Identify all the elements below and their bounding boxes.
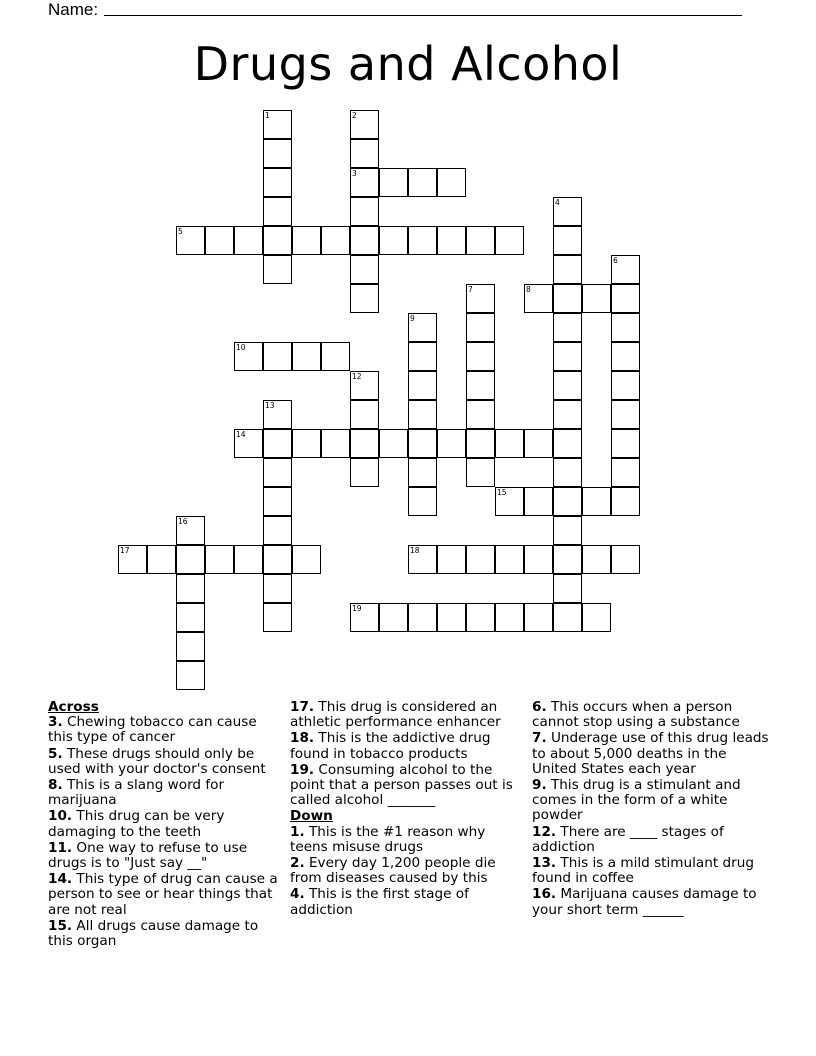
crossword-cell[interactable] — [553, 545, 582, 574]
clue-number: 8. — [48, 777, 63, 794]
crossword-cell[interactable] — [524, 284, 553, 313]
crossword-cell[interactable] — [263, 574, 292, 603]
crossword-cell[interactable] — [495, 226, 524, 255]
crossword-cell[interactable] — [437, 226, 466, 255]
crossword-cell[interactable] — [611, 342, 640, 371]
crossword-cell[interactable] — [292, 545, 321, 574]
crossword-cell[interactable] — [553, 342, 582, 371]
crossword-cell[interactable] — [524, 429, 553, 458]
clue-number: 11. — [48, 839, 73, 856]
crossword-cell[interactable] — [379, 429, 408, 458]
crossword-cell[interactable] — [263, 226, 292, 255]
page-title: Drugs and Alcohol — [193, 37, 623, 91]
crossword-cell[interactable] — [263, 168, 292, 197]
crossword-cell[interactable] — [553, 516, 582, 545]
crossword-cell[interactable] — [408, 545, 437, 574]
crossword-cell[interactable] — [495, 429, 524, 458]
clue-across-11 — [48, 841, 280, 871]
crossword-cell[interactable] — [466, 371, 495, 400]
clue-number-label: 6 — [613, 256, 618, 265]
crossword-cell[interactable] — [263, 342, 292, 371]
clue-number: 3. — [48, 714, 63, 731]
clue-across-15 — [48, 919, 280, 949]
crossword-cell[interactable] — [350, 255, 379, 284]
crossword-cell[interactable] — [292, 342, 321, 371]
clue-number: 17. — [290, 699, 315, 715]
clue-number-label: 7 — [468, 285, 473, 294]
crossword-cell[interactable] — [263, 458, 292, 487]
clue-text: This type of drug can cause a person to see or hear things that are not real — [48, 871, 278, 918]
crossword-cell[interactable] — [176, 632, 205, 661]
clue-text: There are ____ stages of addiction — [532, 823, 724, 855]
crossword-cell[interactable] — [611, 400, 640, 429]
crossword-cell[interactable] — [437, 603, 466, 632]
crossword-cell[interactable] — [350, 139, 379, 168]
clue-number-label: 8 — [526, 285, 531, 294]
clue-text: Chewing tobacco can cause this type of cancer — [48, 714, 257, 746]
crossword-cell[interactable] — [408, 487, 437, 516]
clue-number-label: 4 — [555, 198, 560, 207]
crossword-cell[interactable] — [408, 226, 437, 255]
crossword-cell[interactable] — [553, 458, 582, 487]
clue-text: Every day 1,200 people die from diseases caused by this — [290, 855, 496, 887]
clue-text: This occurs when a person cannot stop using a substance — [532, 699, 740, 731]
clue-text: This is the addictive drug found in tobacco products — [290, 730, 491, 762]
crossword-cell[interactable] — [234, 226, 263, 255]
clue-text: One way to refuse to use drugs is to "Just say __" — [48, 839, 248, 872]
crossword-cell[interactable] — [263, 487, 292, 516]
clue-across-18 — [290, 731, 522, 761]
crossword-cell[interactable] — [263, 603, 292, 632]
crossword-cell[interactable] — [118, 545, 147, 574]
crossword-cell[interactable] — [553, 574, 582, 603]
clue-number: 18. — [290, 730, 315, 747]
crossword-cell[interactable] — [553, 429, 582, 458]
clue-number-label: 15 — [497, 488, 507, 497]
across-heading: Across — [48, 699, 99, 715]
clue-number-label: 1 — [265, 111, 270, 120]
clue-number: 16. — [532, 886, 557, 903]
down-heading: Down — [290, 808, 333, 825]
crossword-cell[interactable] — [495, 545, 524, 574]
clue-across-10 — [48, 809, 280, 839]
crossword-cell[interactable] — [611, 487, 640, 516]
clue-across-3 — [48, 715, 280, 745]
clue-text: Underage use of this drug leads to about 5,000 deaths in the United States each year — [532, 730, 769, 777]
crossword-cell[interactable] — [466, 313, 495, 342]
clue-number: 4. — [290, 886, 305, 903]
clue-number: 19. — [290, 761, 315, 778]
crossword-cell[interactable] — [176, 545, 205, 574]
crossword-cell[interactable] — [263, 516, 292, 545]
clue-text: This is the #1 reason why teens misuse drugs — [290, 823, 486, 855]
clue-text: This is the first stage of addiction — [290, 886, 469, 918]
clue-text: All drugs cause damage to this organ — [48, 917, 259, 950]
crossword-cell[interactable] — [437, 429, 466, 458]
clue-number: 14. — [48, 871, 73, 888]
clue-across-17 — [290, 700, 522, 730]
crossword-cell[interactable] — [582, 545, 611, 574]
crossword-cell[interactable] — [234, 545, 263, 574]
crossword-cell[interactable] — [524, 487, 553, 516]
crossword-cell[interactable] — [234, 342, 263, 371]
crossword-cell[interactable] — [466, 458, 495, 487]
crossword-cell[interactable] — [176, 226, 205, 255]
clue-down-13 — [532, 856, 772, 886]
clue-across-8 — [48, 778, 280, 808]
clue-number: 5. — [48, 745, 63, 762]
crossword-cell[interactable] — [611, 313, 640, 342]
crossword-cell[interactable] — [524, 545, 553, 574]
clue-across-5 — [48, 747, 280, 777]
clue-number-label: 13 — [265, 401, 275, 410]
clue-down-9 — [532, 778, 772, 824]
crossword-cell[interactable] — [611, 255, 640, 284]
crossword-cell[interactable] — [176, 574, 205, 603]
crossword-cell[interactable] — [553, 284, 582, 313]
crossword-cell[interactable] — [466, 400, 495, 429]
crossword-cell[interactable] — [582, 603, 611, 632]
clue-text: This is a mild stimulant drug found in coffee — [532, 855, 754, 887]
clue-down-2 — [290, 856, 522, 886]
clue-number: 13. — [532, 855, 557, 872]
crossword-cell[interactable] — [408, 342, 437, 371]
clue-number: 7. — [532, 730, 547, 747]
crossword-cell[interactable] — [466, 284, 495, 313]
crossword-cell[interactable] — [292, 226, 321, 255]
crossword-cell[interactable] — [350, 284, 379, 313]
crossword-cell[interactable] — [466, 226, 495, 255]
crossword-cell[interactable] — [379, 226, 408, 255]
crossword-cell[interactable] — [379, 168, 408, 197]
crossword-cell[interactable] — [437, 545, 466, 574]
crossword-cell[interactable] — [263, 545, 292, 574]
crossword-cell[interactable] — [263, 197, 292, 226]
crossword-cell[interactable] — [408, 603, 437, 632]
clue-text: This drug is considered an athletic performance enhancer — [290, 699, 501, 731]
crossword-cell[interactable] — [350, 110, 379, 139]
clue-down-12 — [532, 825, 772, 855]
clue-down-7 — [532, 731, 772, 777]
crossword-cell[interactable] — [350, 603, 379, 632]
crossword-cell[interactable] — [408, 458, 437, 487]
crossword-cell[interactable] — [234, 429, 263, 458]
clue-number: 9. — [532, 777, 547, 794]
clue-down-1 — [290, 825, 522, 855]
crossword-cell[interactable] — [350, 429, 379, 458]
crossword-cell[interactable] — [263, 110, 292, 139]
crossword-cell[interactable] — [321, 342, 350, 371]
clue-number-label: 19 — [352, 604, 362, 613]
crossword-cell[interactable] — [263, 400, 292, 429]
crossword-cell[interactable] — [263, 139, 292, 168]
clue-number: 15. — [48, 917, 73, 934]
clue-number-label: 10 — [236, 343, 246, 352]
crossword-cell[interactable] — [321, 226, 350, 255]
crossword-cell[interactable] — [350, 226, 379, 255]
clue-number-label: 2 — [352, 111, 357, 120]
crossword-cell[interactable] — [408, 400, 437, 429]
clue-text: These drugs should only be used with your doctor's consent — [48, 745, 266, 777]
crossword-cell[interactable] — [553, 400, 582, 429]
crossword-cell[interactable] — [553, 371, 582, 400]
crossword-cell[interactable] — [611, 429, 640, 458]
clue-across-19 — [290, 763, 522, 809]
crossword-cell[interactable] — [466, 429, 495, 458]
crossword-cell[interactable] — [408, 429, 437, 458]
clue-number: 10. — [48, 808, 73, 825]
clue-text: Marijuana causes damage to your short term ______ — [532, 886, 757, 918]
crossword-cell[interactable] — [321, 429, 350, 458]
clue-text: This drug can be very damaging to the teeth — [48, 808, 225, 840]
crossword-cell[interactable] — [466, 342, 495, 371]
crossword-cell[interactable] — [553, 197, 582, 226]
crossword-cell[interactable] — [205, 226, 234, 255]
clue-number-label: 16 — [178, 517, 188, 526]
clue-number: 6. — [532, 699, 547, 715]
crossword-cell[interactable] — [350, 458, 379, 487]
crossword-cell[interactable] — [553, 487, 582, 516]
clue-text: Consuming alcohol to the point that a person passes out is called alcohol _______ — [290, 761, 513, 809]
crossword-cell[interactable] — [379, 603, 408, 632]
clue-number-label: 5 — [178, 227, 183, 236]
crossword-cell[interactable] — [524, 603, 553, 632]
crossword-cell[interactable] — [263, 255, 292, 284]
crossword-cell[interactable] — [611, 545, 640, 574]
clue-number-label: 17 — [120, 546, 130, 555]
crossword-cell[interactable] — [553, 313, 582, 342]
crossword-cell[interactable] — [495, 603, 524, 632]
clue-text: This is a slang word for marijuana — [48, 777, 225, 809]
crossword-cell[interactable] — [466, 545, 495, 574]
crossword-cell[interactable] — [408, 371, 437, 400]
clue-number-label: 12 — [352, 372, 362, 381]
crossword-cell[interactable] — [263, 429, 292, 458]
clue-down-6 — [532, 700, 772, 730]
clue-column-3 — [532, 700, 772, 919]
crossword-cell[interactable] — [176, 603, 205, 632]
crossword-cell[interactable] — [611, 284, 640, 313]
crossword-cell[interactable] — [176, 661, 205, 690]
clue-across-14 — [48, 872, 280, 918]
crossword-cell[interactable] — [147, 545, 176, 574]
clue-number: 1. — [290, 823, 305, 840]
clue-number-label: 14 — [236, 430, 246, 439]
crossword-cell[interactable] — [408, 168, 437, 197]
clue-number: 12. — [532, 823, 557, 840]
crossword-cell[interactable] — [553, 226, 582, 255]
clue-number-label: 18 — [410, 546, 420, 555]
clue-down-4 — [290, 887, 522, 917]
crossword-cell[interactable] — [466, 603, 495, 632]
crossword-cell[interactable] — [205, 545, 234, 574]
name-label: Name: — [48, 0, 99, 19]
crossword-cell[interactable] — [437, 168, 466, 197]
clue-text: This drug is a stimulant and comes in the form of a white powder — [532, 777, 741, 824]
crossword-cell[interactable] — [553, 603, 582, 632]
crossword-cell[interactable] — [176, 516, 205, 545]
clue-number-label: 9 — [410, 314, 415, 323]
clue-number-label: 3 — [352, 169, 357, 178]
clue-column-2 — [290, 700, 522, 919]
crossword-cell[interactable] — [582, 284, 611, 313]
crossword-cell[interactable] — [495, 487, 524, 516]
crossword-cell[interactable] — [611, 371, 640, 400]
clue-column-1 — [48, 700, 280, 950]
crossword-cell[interactable] — [553, 255, 582, 284]
crossword-cell[interactable] — [292, 429, 321, 458]
crossword-cell[interactable] — [350, 168, 379, 197]
crossword-cell[interactable] — [611, 458, 640, 487]
crossword-cell[interactable] — [408, 313, 437, 342]
crossword-cell[interactable] — [350, 400, 379, 429]
clue-number: 2. — [290, 855, 305, 872]
crossword-cell[interactable] — [350, 371, 379, 400]
clue-down-16 — [532, 887, 772, 917]
crossword-cell[interactable] — [582, 487, 611, 516]
crossword-cell[interactable] — [350, 197, 379, 226]
